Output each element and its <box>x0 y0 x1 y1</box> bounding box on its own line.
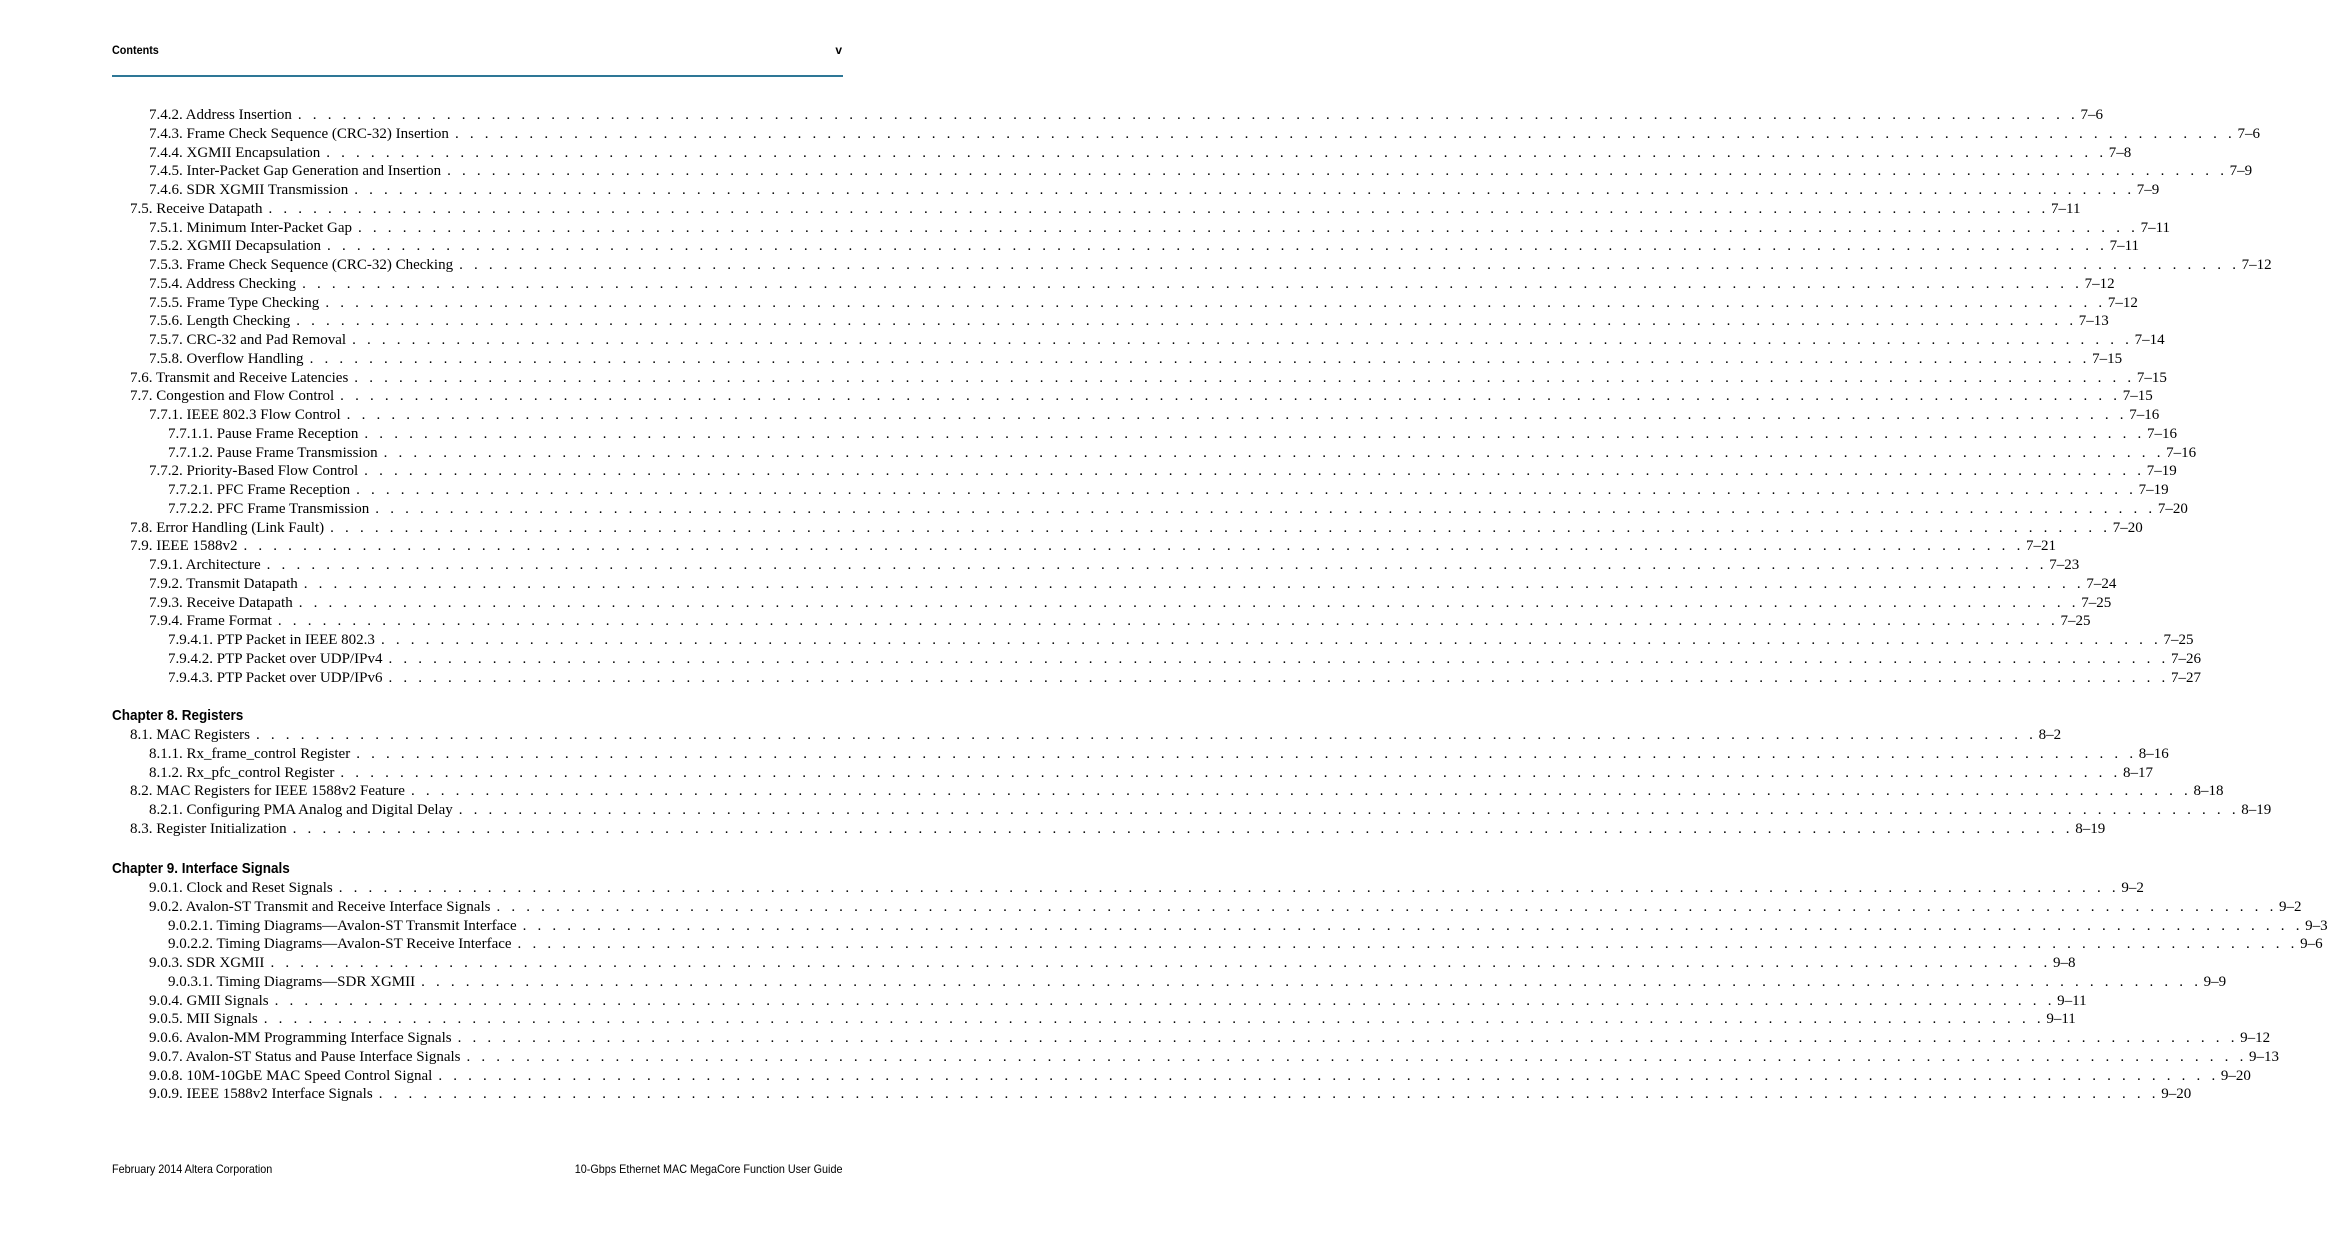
toc-entry[interactable] <box>149 219 2171 239</box>
toc-leader-dots: . . . . . . . . . . . . . . . . . . . . . . . . . . . . . . . . . . . . . . . . . . . . . . . . . . . . . . . . . . . . . . . . . . . . . . . . . . . . . . . . . . . . . . . . . . . . . . . . . . . . . . . . . . . . . . . . . . . . . . . . <box>375 500 2156 517</box>
toc-entry[interactable] <box>130 388 2153 407</box>
toc-entry-page: 9–2 <box>2121 880 2144 896</box>
toc-entry[interactable] <box>149 1086 2192 1105</box>
toc-entry-title: 9.0.8. 10M-10GbE MAC Speed Control Signal <box>149 1067 433 1084</box>
toc-entry-page: 8–2 <box>2038 727 2062 743</box>
toc-entry-title: 9.0.6. Avalon-MM Programming Interface Signals <box>149 1030 452 1046</box>
toc-leader-dots: . . . . . . . . . . . . . . . . . . . . . . . . . . . . . . . . . . . . . . . . . . . . . . . . . . . . . . . . . . . . . . . . . . . . . . . . . . . . . . . . . . . . . . . . . . . . . . . . . . . . . . . . . . . . . . . . . . . . . . . . <box>364 463 2145 480</box>
toc-entry-title: 9.0.2. Avalon-ST Transmit and Receive Interface Signals <box>149 898 491 915</box>
toc-entry-page: 9–8 <box>2053 955 2076 971</box>
toc-entry[interactable] <box>149 1067 2251 1087</box>
toc-leader-dots: . . . . . . . . . . . . . . . . . . . . . . . . . . . . . . . . . . . . . . . . . . . . . . . . . . . . . . . . . . . . . . . . . . . . . . . . . . . . . . . . . . . . . . . . . . . . . . . . . . . . . . . . . . . . . . . . . . . . . . . . <box>330 519 2111 536</box>
toc-entry[interactable] <box>149 407 2160 426</box>
toc-entry-page: 7–13 <box>2078 313 2109 330</box>
toc-entry-page: 7–19 <box>2138 482 2169 498</box>
toc-entry[interactable] <box>149 1030 2271 1049</box>
toc-entry-title: 7.7.2.2. PFC Frame Transmission <box>168 500 370 517</box>
toc-entry-title: 9.0.1. Clock and Reset Signals <box>149 880 333 896</box>
toc-entry-page: 7–11 <box>2051 200 2081 217</box>
toc-entry-page: 7–25 <box>2163 632 2194 648</box>
toc-entry-title: 7.5.8. Overflow Handling <box>149 350 304 367</box>
toc-entry-title: 9.0.2.2. Timing Diagrams—Avalon-ST Receive Interface <box>168 936 512 953</box>
toc-leader-dots: . . . . . . . . . . . . . . . . . . . . . . . . . . . . . . . . . . . . . . . . . . . . . . . . . . . . . . . . . . . . . . . . . . . . . . . . . . . . . . . . . . . . . . . . . . . . . . . . . . . . . . . . . . . . . . . . . . . . . . . . <box>421 973 2202 990</box>
toc-entry[interactable] <box>168 482 2169 501</box>
toc-entry[interactable] <box>130 783 2224 802</box>
toc-leader-dots: . . . . . . . . . . . . . . . . . . . . . . . . . . . . . . . . . . . . . . . . . . . . . . . . . . . . . . . . . . . . . . . . . . . . . . . . . . . . . . . . . . . . . . . . . . . . . . . . . . . . . . . . . . . . . . . . . . . . . . . . <box>268 200 2050 217</box>
toc-leader-dots: . . . . . . . . . . . . . . . . . . . . . . . . . . . . . . . . . . . . . . . . . . . . . . . . . . . . . . . . . . . . . . . . . . . . . . . . . . . . . . . . . . . . . . . . . . . . . . . . . . . . . . . . . . . . . . . . . . . . . . . . <box>388 650 2170 667</box>
toc-entry[interactable] <box>149 613 2091 632</box>
toc-entry-page: 7–24 <box>2086 575 2117 592</box>
toc-leader-dots: . . . . . . . . . . . . . . . . . . . . . . . . . . . . . . . . . . . . . . . . . . . . . . . . . . . . . . . . . . . . . . . . . . . . . . . . . . . . . . . . . . . . . . . . . . . . . . . . . . . . . . . . . . . . . . . . . . . . . . . . <box>266 557 2048 573</box>
toc-entry-page: 7–12 <box>2084 275 2115 292</box>
toc-entry-title: 7.4.5. Inter-Packet Gap Generation and Insertion <box>149 163 442 180</box>
toc-entry-title: 7.7.1. IEEE 802.3 Flow Control <box>149 407 341 423</box>
toc-entry-page: 7–14 <box>2134 332 2165 348</box>
toc-entry[interactable] <box>130 538 2057 557</box>
toc-entry-page: 7–11 <box>2140 219 2171 236</box>
toc-entry[interactable] <box>149 992 2087 1012</box>
toc-entry-title: 7.4.3. Frame Check Sequence (CRC-32) Insertion <box>149 125 449 142</box>
toc-entry-title: 7.5.2. XGMII Decapsulation <box>149 238 322 255</box>
toc-entry[interactable] <box>149 1048 2280 1068</box>
toc-entry-title: 7.7.1.2. Pause Frame Transmission <box>168 444 378 461</box>
toc-entry-title: 9.0.5. MII Signals <box>149 1011 258 1028</box>
toc-leader-dots: . . . . . . . . . . . . . . . . . . . . . . . . . . . . . . . . . . . . . . . . . . . . . . . . . . . . . . . . . . . . . . . . . . . . . . . . . . . . . . . . . . . . . . . . . . . . . . . . . . . . . . . . . . . . . . . . . . . . . . . . <box>358 219 2139 236</box>
toc-entry-page: 7–20 <box>2112 519 2143 536</box>
toc-leader-dots: . . . . . . . . . . . . . . . . . . . . . . . . . . . . . . . . . . . . . . . . . . . . . . . . . . . . . . . . . . . . . . . . . . . . . . . . . . . . . . . . . . . . . . . . . . . . . . . . . . . . . . . . . . . . . . . . . . . . . . . . <box>256 727 2037 743</box>
toc-entry[interactable] <box>168 973 2227 993</box>
toc-entry-page: 9–2 <box>2279 898 2302 915</box>
toc-entry[interactable] <box>130 369 2167 389</box>
toc-entry-title: 8.1.2. Rx_pfc_control Register <box>149 764 335 781</box>
toc-entry[interactable] <box>149 144 2132 164</box>
toc-leader-dots: . . . . . . . . . . . . . . . . . . . . . . . . . . . . . . . . . . . . . . . . . . . . . . . . . . . . . . . . . . . . . . . . . . . . . . . . . . . . . . . . . . . . . . . . . . . . . . . . . . . . . . . . . . . . . . . . . . . . . . . . <box>457 1030 2239 1046</box>
toc-entry-title: 7.4.6. SDR XGMII Transmission <box>149 182 349 198</box>
toc-entry-title: 7.5.3. Frame Check Sequence (CRC-32) Checking <box>149 257 454 273</box>
toc-entry-title: 8.2.1. Configuring PMA Analog and Digital Delay <box>149 802 453 818</box>
toc-entry-title: 7.4.4. XGMII Encapsulation <box>149 144 321 161</box>
toc-leader-dots: . . . . . . . . . . . . . . . . . . . . . . . . . . . . . . . . . . . . . . . . . . . . . . . . . . . . . . . . . . . . . . . . . . . . . . . . . . . . . . . . . . . . . . . . . . . . . . . . . . . . . . . . . . . . . . . . . . . . . . . . <box>496 898 2278 915</box>
toc-entry-page: 8–18 <box>2193 783 2224 800</box>
toc-entry-title: 7.6. Transmit and Receive Latencies <box>130 369 349 386</box>
toc-leader-dots: . . . . . . . . . . . . . . . . . . . . . . . . . . . . . . . . . . . . . . . . . . . . . . . . . . . . . . . . . . . . . . . . . . . . . . . . . . . . . . . . . . . . . . . . . . . . . . . . . . . . . . . . . . . . . . . . . . . . . . . . <box>352 332 2133 348</box>
toc-entry[interactable] <box>168 650 2202 670</box>
toc-entry-title: 9.0.9. IEEE 1588v2 Interface Signals <box>149 1086 373 1103</box>
toc-entry[interactable] <box>149 238 2140 257</box>
toc-entry-page: 7–6 <box>2237 125 2260 142</box>
toc-entry[interactable] <box>130 519 2143 539</box>
toc-entry-title: 7.9.4. Frame Format <box>149 613 272 630</box>
chapter-9-heading: Chapter 9. Interface Signals <box>112 860 290 877</box>
toc-entry-page: 7–23 <box>2049 557 2080 573</box>
toc-leader-dots: . . . . . . . . . . . . . . . . . . . . . . . . . . . . . . . . . . . . . . . . . . . . . . . . . . . . . . . . . . . . . . . . . . . . . . . . . . . . . . . . . . . . . . . . . . . . . . . . . . . . . . . . . . . . . . . . . . . . . . . . <box>459 257 2240 273</box>
toc-leader-dots: . . . . . . . . . . . . . . . . . . . . . . . . . . . . . . . . . . . . . . . . . . . . . . . . . . . . . . . . . . . . . . . . . . . . . . . . . . . . . . . . . . . . . . . . . . . . . . . . . . . . . . . . . . . . . . . . . . . . . . . . <box>263 1011 2045 1028</box>
toc-entry-page: 7–9 <box>2136 182 2160 198</box>
toc-entry-title: 8.1. MAC Registers <box>130 727 250 743</box>
toc-leader-dots: . . . . . . . . . . . . . . . . . . . . . . . . . . . . . . . . . . . . . . . . . . . . . . . . . . . . . . . . . . . . . . . . . . . . . . . . . . . . . . . . . . . . . . . . . . . . . . . . . . . . . . . . . . . . . . . . . . . . . . . . <box>325 294 2106 311</box>
toc-entry-page: 7–15 <box>2092 350 2123 367</box>
toc-entry[interactable] <box>168 669 2202 689</box>
toc-entry[interactable] <box>168 500 2188 520</box>
toc-leader-dots: . . . . . . . . . . . . . . . . . . . . . . . . . . . . . . . . . . . . . . . . . . . . . . . . . . . . . . . . . . . . . . . . . . . . . . . . . . . . . . . . . . . . . . . . . . . . . . . . . . . . . . . . . . . . . . . . . . . . . . . . <box>298 594 2080 611</box>
toc-entry-title: 7.5.4. Address Checking <box>149 275 297 292</box>
toc-entry[interactable] <box>149 275 2115 295</box>
toc-leader-dots: . . . . . . . . . . . . . . . . . . . . . . . . . . . . . . . . . . . . . . . . . . . . . . . . . . . . . . . . . . . . . . . . . . . . . . . . . . . . . . . . . . . . . . . . . . . . . . . . . . . . . . . . . . . . . . . . . . . . . . . . <box>388 669 2170 686</box>
toc-entry[interactable] <box>149 350 2123 370</box>
toc-entry-title: 9.0.7. Avalon-ST Status and Pause Interface Signals <box>149 1048 461 1065</box>
toc-entry-title: 7.7. Congestion and Flow Control <box>130 388 335 405</box>
toc-entry[interactable] <box>168 917 2328 937</box>
toc-entry[interactable] <box>130 727 2062 746</box>
toc-entry[interactable] <box>149 955 2076 974</box>
toc-entry[interactable] <box>149 294 2138 314</box>
toc-leader-dots: . . . . . . . . . . . . . . . . . . . . . . . . . . . . . . . . . . . . . . . . . . . . . . . . . . . . . . . . . . . . . . . . . . . . . . . . . . . . . . . . . . . . . . . . . . . . . . . . . . . . . . . . . . . . . . . . . . . . . . . . <box>410 783 2192 800</box>
toc-entry[interactable] <box>149 557 2080 576</box>
toc-entry[interactable] <box>149 880 2144 899</box>
toc-entry-page: 9–9 <box>2203 973 2227 990</box>
toc-entry-page: 7–12 <box>2107 294 2138 311</box>
toc-entry-page: 7–11 <box>2109 238 2140 255</box>
toc-entry-title: 7.9.3. Receive Datapath <box>149 594 293 611</box>
toc-leader-dots: . . . . . . . . . . . . . . . . . . . . . . . . . . . . . . . . . . . . . . . . . . . . . . . . . . . . . . . . . . . . . . . . . . . . . . . . . . . . . . . . . . . . . . . . . . . . . . . . . . . . . . . . . . . . . . . . . . . . . . . . <box>277 613 2059 630</box>
footer-document-title: 10-Gbps Ethernet MAC MegaCore Function User Guide <box>574 1162 842 1176</box>
toc-leader-dots: . . . . . . . . . . . . . . . . . . . . . . . . . . . . . . . . . . . . . . . . . . . . . . . . . . . . . . . . . . . . . . . . . . . . . . . . . . . . . . . . . . . . . . . . . . . . . . . . . . . . . . . . . . . . . . . . . . . . . . . . <box>438 1067 2219 1084</box>
running-header-page-number: v <box>835 43 842 57</box>
toc-leader-dots: . . . . . . . . . . . . . . . . . . . . . . . . . . . . . . . . . . . . . . . . . . . . . . . . . . . . . . . . . . . . . . . . . . . . . . . . . . . . . . . . . . . . . . . . . . . . . . . . . . . . . . . . . . . . . . . . . . . . . . . . <box>383 444 2165 461</box>
chapter-8-heading: Chapter 8. Registers <box>112 707 244 724</box>
toc-entry-page: 7–9 <box>2229 163 2253 180</box>
toc-entry[interactable] <box>149 257 2272 276</box>
toc-entry-page: 9–20 <box>2161 1086 2192 1103</box>
toc-leader-dots: . . . . . . . . . . . . . . . . . . . . . . . . . . . . . . . . . . . . . . . . . . . . . . . . . . . . . . . . . . . . . . . . . . . . . . . . . . . . . . . . . . . . . . . . . . . . . . . . . . . . . . . . . . . . . . . . . . . . . . . . <box>522 917 2304 934</box>
toc-entry-title: 9.0.4. GMII Signals <box>149 992 269 1009</box>
toc-entry-page: 7–27 <box>2171 669 2202 686</box>
toc-leader-dots: . . . . . . . . . . . . . . . . . . . . . . . . . . . . . . . . . . . . . . . . . . . . . . . . . . . . . . . . . . . . . . . . . . . . . . . . . . . . . . . . . . . . . . . . . . . . . . . . . . . . . . . . . . . . . . . . . . . . . . . . <box>274 992 2056 1009</box>
toc-entry[interactable] <box>149 163 2253 182</box>
toc-entry-page: 7–12 <box>2241 257 2272 273</box>
toc-entry-page: 7–19 <box>2146 463 2177 480</box>
toc-entry-title: 8.2. MAC Registers for IEEE 1588v2 Feature <box>130 783 405 800</box>
toc-entry-title: 9.0.3. SDR XGMII <box>149 955 265 971</box>
toc-entry-page: 7–25 <box>2081 594 2112 611</box>
toc-entry-title: 7.5.7. CRC-32 and Pad Removal <box>149 332 347 348</box>
toc-leader-dots: . . . . . . . . . . . . . . . . . . . . . . . . . . . . . . . . . . . . . . . . . . . . . . . . . . . . . . . . . . . . . . . . . . . . . . . . . . . . . . . . . . . . . . . . . . . . . . . . . . . . . . . . . . . . . . . . . . . . . . . . <box>364 425 2145 442</box>
toc-entry-page: 7–16 <box>2146 425 2177 442</box>
toc-entry-title: 7.9. IEEE 1588v2 <box>130 538 238 555</box>
toc-leader-dots: . . . . . . . . . . . . . . . . . . . . . . . . . . . . . . . . . . . . . . . . . . . . . . . . . . . . . . . . . . . . . . . . . . . . . . . . . . . . . . . . . . . . . . . . . . . . . . . . . . . . . . . . . . . . . . . . . . . . . . . . <box>466 1048 2248 1065</box>
toc-entry-title: 8.3. Register Initialization <box>130 820 287 837</box>
toc-leader-dots: . . . . . . . . . . . . . . . . . . . . . . . . . . . . . . . . . . . . . . . . . . . . . . . . . . . . . . . . . . . . . . . . . . . . . . . . . . . . . . . . . . . . . . . . . . . . . . . . . . . . . . . . . . . . . . . . . . . . . . . . <box>346 407 2128 423</box>
toc-leader-dots: . . . . . . . . . . . . . . . . . . . . . . . . . . . . . . . . . . . . . . . . . . . . . . . . . . . . . . . . . . . . . . . . . . . . . . . . . . . . . . . . . . . . . . . . . . . . . . . . . . . . . . . . . . . . . . . . . . . . . . . . <box>354 369 2135 386</box>
toc-entry[interactable] <box>149 898 2302 918</box>
header-rule <box>112 75 843 77</box>
toc-entry[interactable] <box>168 632 2194 651</box>
toc-entry-page: 8–19 <box>2241 802 2272 818</box>
toc-leader-dots: . . . . . . . . . . . . . . . . . . . . . . . . . . . . . . . . . . . . . . . . . . . . . . . . . . . . . . . . . . . . . . . . . . . . . . . . . . . . . . . . . . . . . . . . . . . . . . . . . . . . . . . . . . . . . . . . . . . . . . . . <box>327 238 2108 255</box>
toc-entry-page: 8–16 <box>2138 745 2169 762</box>
toc-entry[interactable] <box>168 444 2197 464</box>
toc-leader-dots: . . . . . . . . . . . . . . . . . . . . . . . . . . . . . . . . . . . . . . . . . . . . . . . . . . . . . . . . . . . . . . . . . . . . . . . . . . . . . . . . . . . . . . . . . . . . . . . . . . . . . . . . . . . . . . . . . . . . . . . . <box>454 125 2236 142</box>
toc-entry-page: 9–20 <box>2220 1067 2251 1084</box>
toc-entry-page: 7–16 <box>2129 407 2160 423</box>
toc-entry[interactable] <box>149 594 2112 614</box>
toc-entry-title: 7.9.1. Architecture <box>149 557 261 573</box>
toc-entry[interactable] <box>130 820 2106 840</box>
toc-entry[interactable] <box>149 575 2117 595</box>
toc-leader-dots: . . . . . . . . . . . . . . . . . . . . . . . . . . . . . . . . . . . . . . . . . . . . . . . . . . . . . . . . . . . . . . . . . . . . . . . . . . . . . . . . . . . . . . . . . . . . . . . . . . . . . . . . . . . . . . . . . . . . . . . . <box>340 764 2121 781</box>
toc-leader-dots: . . . . . . . . . . . . . . . . . . . . . . . . . . . . . . . . . . . . . . . . . . . . . . . . . . . . . . . . . . . . . . . . . . . . . . . . . . . . . . . . . . . . . . . . . . . . . . . . . . . . . . . . . . . . . . . . . . . . . . . . <box>517 936 2299 953</box>
toc-entry[interactable] <box>149 332 2165 351</box>
toc-leader-dots: . . . . . . . . . . . . . . . . . . . . . . . . . . . . . . . . . . . . . . . . . . . . . . . . . . . . . . . . . . . . . . . . . . . . . . . . . . . . . . . . . . . . . . . . . . . . . . . . . . . . . . . . . . . . . . . . . . . . . . . . <box>356 745 2137 762</box>
toc-leader-dots: . . . . . . . . . . . . . . . . . . . . . . . . . . . . . . . . . . . . . . . . . . . . . . . . . . . . . . . . . . . . . . . . . . . . . . . . . . . . . . . . . . . . . . . . . . . . . . . . . . . . . . . . . . . . . . . . . . . . . . . . <box>292 820 2074 837</box>
toc-entry-title: 7.5.6. Length Checking <box>149 313 291 330</box>
toc-leader-dots: . . . . . . . . . . . . . . . . . . . . . . . . . . . . . . . . . . . . . . . . . . . . . . . . . . . . . . . . . . . . . . . . . . . . . . . . . . . . . . . . . . . . . . . . . . . . . . . . . . . . . . . . . . . . . . . . . . . . . . . . <box>356 482 2137 498</box>
toc-entry-title: 7.5.1. Minimum Inter-Packet Gap <box>149 219 352 236</box>
toc-entry-page: 9–13 <box>2249 1048 2280 1065</box>
toc-entry-title: 7.5. Receive Datapath <box>130 200 263 217</box>
toc-entry-title: 7.9.2. Transmit Datapath <box>149 575 298 592</box>
toc-entry-page: 9–6 <box>2300 936 2323 953</box>
toc-leader-dots: . . . . . . . . . . . . . . . . . . . . . . . . . . . . . . . . . . . . . . . . . . . . . . . . . . . . . . . . . . . . . . . . . . . . . . . . . . . . . . . . . . . . . . . . . . . . . . . . . . . . . . . . . . . . . . . . . . . . . . . . <box>326 144 2107 161</box>
toc-leader-dots: . . . . . . . . . . . . . . . . . . . . . . . . . . . . . . . . . . . . . . . . . . . . . . . . . . . . . . . . . . . . . . . . . . . . . . . . . . . . . . . . . . . . . . . . . . . . . . . . . . . . . . . . . . . . . . . . . . . . . . . . <box>340 388 2121 405</box>
toc-entry[interactable] <box>168 425 2177 445</box>
toc-leader-dots: . . . . . . . . . . . . . . . . . . . . . . . . . . . . . . . . . . . . . . . . . . . . . . . . . . . . . . . . . . . . . . . . . . . . . . . . . . . . . . . . . . . . . . . . . . . . . . . . . . . . . . . . . . . . . . . . . . . . . . . . <box>354 182 2135 198</box>
toc-leader-dots: . . . . . . . . . . . . . . . . . . . . . . . . . . . . . . . . . . . . . . . . . . . . . . . . . . . . . . . . . . . . . . . . . . . . . . . . . . . . . . . . . . . . . . . . . . . . . . . . . . . . . . . . . . . . . . . . . . . . . . . . <box>297 107 2079 123</box>
toc-entry[interactable] <box>130 200 2081 220</box>
toc-leader-dots: . . . . . . . . . . . . . . . . . . . . . . . . . . . . . . . . . . . . . . . . . . . . . . . . . . . . . . . . . . . . . . . . . . . . . . . . . . . . . . . . . . . . . . . . . . . . . . . . . . . . . . . . . . . . . . . . . . . . . . . . <box>458 802 2240 818</box>
toc-entry[interactable] <box>149 745 2169 765</box>
footer-date-publisher: February 2014 Altera Corporation <box>112 1162 273 1176</box>
toc-entry-page: 7–15 <box>2136 369 2167 386</box>
toc-entry-title: 9.0.2.1. Timing Diagrams—Avalon-ST Transmit Interface <box>168 917 517 934</box>
toc-entry-page: 7–26 <box>2171 650 2202 667</box>
toc-entry-page: 7–15 <box>2122 388 2153 405</box>
toc-entry-page: 9–12 <box>2240 1030 2271 1046</box>
toc-entry-page: 9–11 <box>2046 1011 2076 1028</box>
toc-entry-title: 7.5.5. Frame Type Checking <box>149 294 320 311</box>
toc-entry[interactable] <box>149 764 2153 784</box>
toc-leader-dots: . . . . . . . . . . . . . . . . . . . . . . . . . . . . . . . . . . . . . . . . . . . . . . . . . . . . . . . . . . . . . . . . . . . . . . . . . . . . . . . . . . . . . . . . . . . . . . . . . . . . . . . . . . . . . . . . . . . . . . . . <box>302 275 2083 292</box>
toc-entry-title: 7.8. Error Handling (Link Fault) <box>130 519 325 536</box>
toc-entry-title: 7.4.2. Address Insertion <box>149 107 292 123</box>
toc-entry-title: 7.7.1.1. Pause Frame Reception <box>168 425 359 442</box>
toc-entry-title: 7.9.4.2. PTP Packet over UDP/IPv4 <box>168 650 383 667</box>
toc-entry-page: 8–17 <box>2122 764 2153 781</box>
toc-entry[interactable] <box>149 313 2109 332</box>
running-header-title: Contents <box>112 43 159 57</box>
toc-entry[interactable] <box>149 1011 2076 1030</box>
toc-entry[interactable] <box>149 182 2160 201</box>
toc-entry-page: 7–25 <box>2060 613 2091 630</box>
toc-leader-dots: . . . . . . . . . . . . . . . . . . . . . . . . . . . . . . . . . . . . . . . . . . . . . . . . . . . . . . . . . . . . . . . . . . . . . . . . . . . . . . . . . . . . . . . . . . . . . . . . . . . . . . . . . . . . . . . . . . . . . . . . <box>243 538 2025 555</box>
toc-entry-title: 7.7.2. Priority-Based Flow Control <box>149 463 359 480</box>
toc-entry-page: 9–11 <box>2057 992 2087 1009</box>
toc-entry-page: 7–21 <box>2026 538 2057 555</box>
toc-entry-title: 7.7.2.1. PFC Frame Reception <box>168 482 351 498</box>
toc-entry-title: 8.1.1. Rx_frame_control Register <box>149 745 351 762</box>
toc-entry-page: 9–3 <box>2305 917 2328 934</box>
toc-entry-title: 7.9.4.1. PTP Packet in IEEE 802.3 <box>168 632 375 648</box>
toc-leader-dots: . . . . . . . . . . . . . . . . . . . . . . . . . . . . . . . . . . . . . . . . . . . . . . . . . . . . . . . . . . . . . . . . . . . . . . . . . . . . . . . . . . . . . . . . . . . . . . . . . . . . . . . . . . . . . . . . . . . . . . . . <box>380 632 2162 648</box>
toc-entry[interactable] <box>149 107 2103 126</box>
toc-leader-dots: . . . . . . . . . . . . . . . . . . . . . . . . . . . . . . . . . . . . . . . . . . . . . . . . . . . . . . . . . . . . . . . . . . . . . . . . . . . . . . . . . . . . . . . . . . . . . . . . . . . . . . . . . . . . . . . . . . . . . . . . <box>338 880 2120 896</box>
toc-entry-page: 7–20 <box>2157 500 2188 517</box>
toc-entry-page: 8–19 <box>2075 820 2106 837</box>
toc-entry[interactable] <box>168 936 2323 955</box>
toc-leader-dots: . . . . . . . . . . . . . . . . . . . . . . . . . . . . . . . . . . . . . . . . . . . . . . . . . . . . . . . . . . . . . . . . . . . . . . . . . . . . . . . . . . . . . . . . . . . . . . . . . . . . . . . . . . . . . . . . . . . . . . . . <box>270 955 2051 971</box>
toc-leader-dots: . . . . . . . . . . . . . . . . . . . . . . . . . . . . . . . . . . . . . . . . . . . . . . . . . . . . . . . . . . . . . . . . . . . . . . . . . . . . . . . . . . . . . . . . . . . . . . . . . . . . . . . . . . . . . . . . . . . . . . . . <box>296 313 2077 330</box>
toc-entry[interactable] <box>149 463 2177 482</box>
toc-entry-title: 7.9.4.3. PTP Packet over UDP/IPv6 <box>168 669 383 686</box>
toc-entry-title: 9.0.3.1. Timing Diagrams—SDR XGMII <box>168 973 416 990</box>
toc-entry-page: 7–16 <box>2166 444 2197 461</box>
toc-leader-dots: . . . . . . . . . . . . . . . . . . . . . . . . . . . . . . . . . . . . . . . . . . . . . . . . . . . . . . . . . . . . . . . . . . . . . . . . . . . . . . . . . . . . . . . . . . . . . . . . . . . . . . . . . . . . . . . . . . . . . . . . <box>378 1086 2160 1103</box>
toc-entry-page: 7–6 <box>2080 107 2103 123</box>
toc-entry-page: 7–8 <box>2108 144 2132 161</box>
toc-leader-dots: . . . . . . . . . . . . . . . . . . . . . . . . . . . . . . . . . . . . . . . . . . . . . . . . . . . . . . . . . . . . . . . . . . . . . . . . . . . . . . . . . . . . . . . . . . . . . . . . . . . . . . . . . . . . . . . . . . . . . . . . <box>447 163 2228 180</box>
toc-entry[interactable] <box>149 802 2272 821</box>
toc-entry[interactable] <box>149 125 2260 145</box>
toc-leader-dots: . . . . . . . . . . . . . . . . . . . . . . . . . . . . . . . . . . . . . . . . . . . . . . . . . . . . . . . . . . . . . . . . . . . . . . . . . . . . . . . . . . . . . . . . . . . . . . . . . . . . . . . . . . . . . . . . . . . . . . . . <box>303 575 2085 592</box>
toc-leader-dots: . . . . . . . . . . . . . . . . . . . . . . . . . . . . . . . . . . . . . . . . . . . . . . . . . . . . . . . . . . . . . . . . . . . . . . . . . . . . . . . . . . . . . . . . . . . . . . . . . . . . . . . . . . . . . . . . . . . . . . . . <box>309 350 2091 367</box>
